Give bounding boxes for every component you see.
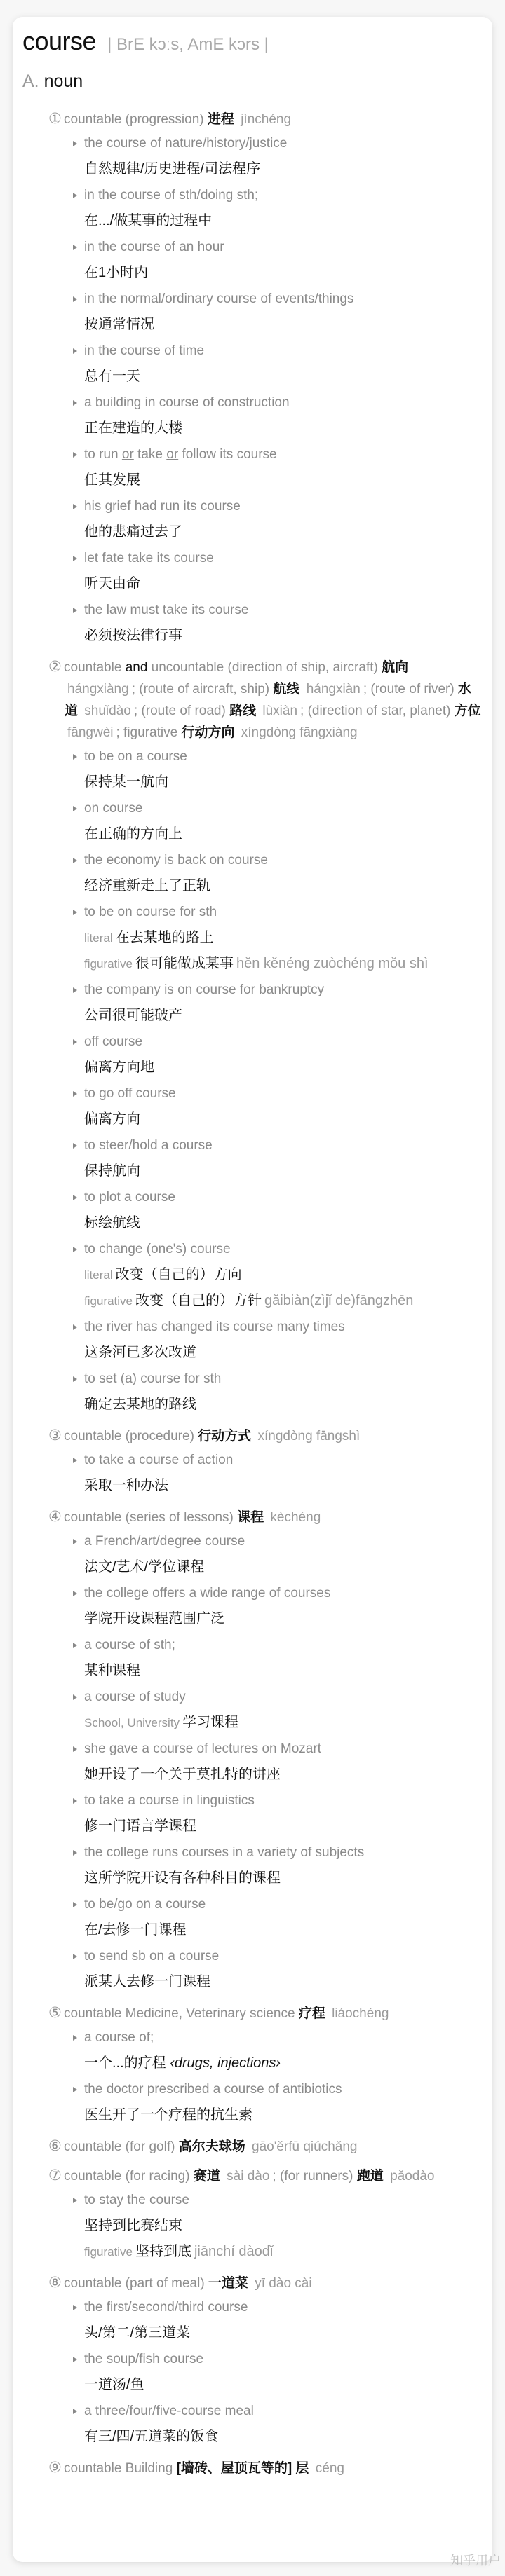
example-item — [22, 1839, 483, 1891]
translation-text: 听天由命 — [84, 576, 140, 591]
example-english: to steer/hold a course — [84, 1132, 483, 1158]
example-english: the course of nature/history/justice — [84, 130, 483, 156]
usage-label: figurative — [84, 957, 133, 971]
example-english: to send sb on a course — [84, 1943, 483, 1969]
definition-gloss: countable Medicine, Veterinary science — [64, 2006, 295, 2021]
usage-label: figurative — [84, 2245, 133, 2259]
translation-text: 一道汤/鱼 — [84, 2377, 144, 2392]
sense-number: ① — [48, 111, 62, 127]
pinyin: gǎibiàn(zìjǐ de)fāngzhēn — [264, 1293, 414, 1308]
translation-text: 她开设了一个关于莫扎特的讲座 — [84, 1767, 281, 1782]
example-english: the river has changed its course many times — [84, 1314, 483, 1340]
example-english: to take a course in linguistics — [84, 1788, 483, 1814]
pinyin: yī dào cài — [255, 2276, 312, 2291]
example-translation — [84, 1473, 483, 1499]
sense-list — [22, 108, 483, 2479]
example-item — [22, 286, 483, 338]
example-translation — [84, 2424, 483, 2450]
example-item — [22, 493, 483, 545]
translation-text: 改变（自己的）方向 — [115, 1267, 242, 1282]
translation-text: 改变（自己的）方针 — [135, 1293, 262, 1308]
sense-number: ⑤ — [48, 2005, 62, 2021]
sense-definition — [22, 108, 483, 130]
example-english: the first/second/third course — [84, 2294, 483, 2320]
collocation-note: ‹drugs, injections› — [170, 2055, 281, 2071]
sense-number: ② — [48, 659, 62, 675]
pinyin: hángxiàn — [306, 682, 361, 697]
example-english: to go off course — [84, 1081, 483, 1107]
sense-number: ④ — [48, 1509, 62, 1525]
example-english: in the course of time — [84, 338, 483, 364]
example-item — [22, 1736, 483, 1788]
example-item — [22, 1314, 483, 1366]
definition-gloss: ; (direction of star, planet) — [300, 704, 451, 718]
translation-text: 公司很可能破产 — [84, 1008, 182, 1023]
chinese-translation: 高尔夫球场 — [178, 2139, 245, 2154]
chinese-translation: [墙砖、屋顶瓦等的] 层 — [176, 2461, 309, 2476]
definition-gloss: countable (progression) — [64, 112, 204, 127]
example-english: a course of study — [84, 1684, 483, 1710]
example-english: the law must take its course — [84, 597, 483, 623]
pronunciation: | BrE kɔːs, AmE kɔrs | — [107, 35, 269, 54]
translation-text: 有三/四/五道菜的饭食 — [84, 2429, 219, 2444]
chinese-translation: 课程 — [237, 1510, 264, 1525]
pinyin: sài dào — [227, 2169, 270, 2184]
sense-definition — [22, 656, 483, 744]
translation-text: 派某人去修一门课程 — [84, 1974, 210, 1989]
translation-text: 某种课程 — [84, 1663, 140, 1678]
example-translation — [84, 1107, 483, 1132]
example-english-part: take — [133, 447, 167, 462]
pinyin: gāo'ěrfū qiúchǎng — [252, 2139, 358, 2154]
translation-text: 在.../做某事的过程中 — [84, 213, 213, 228]
pinyin: céng — [315, 2461, 344, 2476]
example-item — [22, 1580, 483, 1632]
translation-text: 确定去某地的路线 — [84, 1397, 196, 1412]
definition-gloss: ; (route of road) — [133, 704, 226, 718]
example-translation — [84, 312, 483, 338]
example-english-part: or — [121, 447, 134, 462]
example-item — [22, 847, 483, 899]
usage-label: figurative — [84, 1294, 133, 1308]
definition-gloss: ; (route of aircraft, ship) — [131, 682, 270, 697]
example-english: to set (a) course for sth — [84, 1366, 483, 1392]
example-translation — [84, 571, 483, 597]
example-translation — [84, 769, 483, 795]
definition-gloss: countable (for golf) — [64, 2139, 175, 2154]
example-english: in the course of sth/doing sth; — [84, 182, 483, 208]
translation-text: 经济重新走上了正轨 — [84, 878, 210, 893]
translation-text: 这所学院开设有各种科目的课程 — [84, 1870, 281, 1886]
chinese-translation: 航向 — [382, 660, 409, 675]
translation-text: 标绘航线 — [84, 1215, 140, 1231]
pinyin: lùxiàn — [262, 704, 298, 718]
pinyin: fāngwèi — [67, 725, 114, 740]
example-english: to be on a course — [84, 744, 483, 769]
example-translation — [84, 1814, 483, 1839]
example-item — [22, 2025, 483, 2076]
sense-definition — [22, 2457, 483, 2479]
example-translation — [84, 1554, 483, 1580]
usage-label: literal — [84, 1268, 113, 1282]
example-translation — [84, 2372, 483, 2398]
sense-7 — [22, 2165, 483, 2265]
example-translation — [84, 1340, 483, 1366]
example-item — [22, 130, 483, 182]
chinese-translation: 水道 — [65, 682, 471, 718]
part-of-speech — [22, 71, 483, 101]
translation-text: 正在建造的大楼 — [84, 420, 182, 436]
headword: course — [22, 27, 97, 55]
sense-number: ⑨ — [48, 2460, 62, 2476]
translation-text: 保持某一航向 — [84, 774, 168, 790]
pinyin: pǎodào — [390, 2169, 435, 2184]
example-item — [22, 1029, 483, 1081]
example-translation — [84, 1710, 483, 1736]
chinese-translation: 赛道 — [193, 2169, 220, 2184]
example-translation — [84, 156, 483, 182]
example-english-part: or — [166, 447, 179, 462]
example-english: to be on course for sth — [84, 899, 483, 925]
chinese-translation: 进程 — [207, 112, 234, 127]
example-item — [22, 899, 483, 977]
example-item — [22, 234, 483, 286]
example-english: on course — [84, 795, 483, 821]
example-item — [22, 1528, 483, 1580]
example-item — [22, 2187, 483, 2265]
example-translation — [84, 1262, 483, 1288]
translation-text: 在正确的方向上 — [84, 826, 182, 842]
example-item — [22, 795, 483, 847]
translation-text: 在1小时内 — [84, 265, 149, 280]
example-translation — [84, 260, 483, 286]
sense-2 — [22, 656, 483, 1418]
example-english: to change (one's) course — [84, 1236, 483, 1262]
example-translation — [84, 2213, 483, 2239]
example-item — [22, 1366, 483, 1418]
sense-definition — [22, 2002, 483, 2025]
example-english: to take a course of action — [84, 1447, 483, 1473]
sense-definition — [22, 1506, 483, 1528]
sense-3 — [22, 1425, 483, 1499]
example-item — [22, 1132, 483, 1184]
example-translation — [84, 2102, 483, 2128]
translation-text: 学习课程 — [182, 1715, 239, 1730]
example-item — [22, 597, 483, 649]
example-english: the company is on course for bankruptcy — [84, 977, 483, 1003]
sense-number: ⑥ — [48, 2138, 62, 2154]
translation-text: 按通常情况 — [84, 317, 154, 332]
sense-number: ⑦ — [48, 2167, 62, 2184]
example-translation — [84, 1917, 483, 1943]
sense-definition — [22, 2272, 483, 2294]
example-english: the college runs courses in a variety of subjects — [84, 1839, 483, 1865]
example-translation — [84, 467, 483, 493]
sense-number: ⑧ — [48, 2275, 62, 2291]
example-item — [22, 182, 483, 234]
definition-gloss: ; (route of river) — [363, 682, 454, 697]
example-translation — [84, 416, 483, 441]
translation-text: 很可能做成某事 — [135, 956, 234, 971]
example-item — [22, 390, 483, 441]
example-english: off course — [84, 1029, 483, 1055]
chinese-translation: 疗程 — [298, 2006, 325, 2021]
example-english: in the course of an hour — [84, 234, 483, 260]
example-english: the economy is back on course — [84, 847, 483, 873]
pinyin: xíngdòng fāngxiàng — [241, 725, 358, 740]
translation-text: 在去某地的路上 — [115, 930, 214, 945]
example-english: his grief had run its course — [84, 493, 483, 519]
example-english: a three/four/five-course meal — [84, 2398, 483, 2424]
example-translation — [84, 2239, 483, 2265]
sense-1 — [22, 108, 483, 649]
definition-gloss: uncountable (direction of ship, aircraft) — [151, 660, 378, 675]
chinese-translation: 跑道 — [356, 2169, 384, 2184]
sense-5 — [22, 2002, 483, 2128]
example-english: the soup/fish course — [84, 2346, 483, 2372]
usage-label: literal — [84, 931, 113, 945]
example-translation — [84, 1969, 483, 1995]
definition-gloss: ; figurative — [116, 725, 178, 740]
definition-gloss: countable (for racing) — [64, 2169, 190, 2184]
translation-text: 这条河已多次改道 — [84, 1345, 196, 1360]
chinese-translation: 行动方向 — [181, 725, 235, 740]
translation-text: 自然规律/历史进程/司法程序 — [84, 161, 261, 177]
translation-text: 任其发展 — [84, 472, 140, 488]
example-item — [22, 2346, 483, 2398]
example-translation — [84, 1658, 483, 1684]
example-english: a course of sth; — [84, 1632, 483, 1658]
translation-text: 学院开设课程范围广泛 — [84, 1611, 224, 1626]
pinyin: jiānchí dàodǐ — [194, 2244, 274, 2259]
chinese-translation: 路线 — [229, 704, 257, 718]
example-item — [22, 1632, 483, 1684]
example-translation — [84, 951, 483, 977]
example-item — [22, 1447, 483, 1499]
example-item — [22, 2294, 483, 2346]
chinese-translation: 航线 — [273, 682, 300, 697]
example-item — [22, 338, 483, 390]
sense-8 — [22, 2272, 483, 2450]
sense-9 — [22, 2457, 483, 2479]
pinyin: xíngdòng fāngshì — [257, 1429, 361, 1444]
example-english: she gave a course of lectures on Mozart — [84, 1736, 483, 1762]
example-english: to be/go on a course — [84, 1891, 483, 1917]
example-translation — [84, 208, 483, 234]
translation-text: 总有一天 — [84, 369, 140, 384]
pinyin: hěn kěnéng zuòchéng mǒu shì — [236, 956, 429, 971]
translation-text: 偏离方向地 — [84, 1060, 154, 1075]
example-translation — [84, 519, 483, 545]
example-translation — [84, 1210, 483, 1236]
translation-text: 采取一种办法 — [84, 1478, 168, 1493]
example-translation — [84, 1003, 483, 1029]
example-translation — [84, 1865, 483, 1891]
example-translation — [84, 1055, 483, 1081]
example-english: a course of; — [84, 2025, 483, 2050]
example-english: the doctor prescribed a course of antibiotics — [84, 2076, 483, 2102]
example-item — [22, 1184, 483, 1236]
translation-text: 头/第二/第三道菜 — [84, 2325, 191, 2341]
translation-text: 保持航向 — [84, 1163, 140, 1179]
definition-gloss: countable (part of meal) — [64, 2276, 205, 2291]
pinyin: kèchéng — [270, 1510, 321, 1525]
example-english: let fate take its course — [84, 545, 483, 571]
example-item — [22, 545, 483, 597]
sense-definition — [22, 2165, 483, 2187]
translation-text: 必须按法律行事 — [84, 628, 182, 643]
definition-gloss: ; (for runners) — [272, 2169, 354, 2184]
definition-gloss: countable (series of lessons) — [64, 1510, 234, 1525]
translation-text: 偏离方向 — [84, 1111, 140, 1127]
definition-gloss: countable (procedure) — [64, 1429, 194, 1444]
translation-text: 坚持到比赛结束 — [84, 2218, 182, 2233]
example-item — [22, 1788, 483, 1839]
example-item — [22, 2076, 483, 2128]
watermark: 知乎用户 — [450, 2554, 501, 2568]
example-item — [22, 744, 483, 795]
example-translation — [84, 873, 483, 899]
pinyin: liáochéng — [332, 2006, 389, 2021]
definition-gloss: countable — [64, 660, 122, 675]
example-english: a French/art/degree course — [84, 1528, 483, 1554]
example-item — [22, 441, 483, 493]
example-english-part: to run — [84, 447, 122, 462]
sense-number: ③ — [48, 1427, 62, 1444]
example-translation — [84, 2320, 483, 2346]
example-english — [84, 441, 483, 467]
sense-definition — [22, 2135, 483, 2158]
chinese-translation: 方位 — [454, 704, 481, 718]
usage-label: School, University — [84, 1716, 180, 1729]
example-translation — [84, 1606, 483, 1632]
example-item — [22, 1943, 483, 1995]
example-item — [22, 977, 483, 1029]
example-translation — [84, 2050, 483, 2076]
pos-letter: A. — [22, 71, 39, 91]
example-english: to plot a course — [84, 1184, 483, 1210]
example-english: a building in course of construction — [84, 390, 483, 416]
example-english: to stay the course — [84, 2187, 483, 2213]
chinese-translation: 一道菜 — [208, 2276, 248, 2291]
translation-text: 一个...的疗程 — [84, 2055, 166, 2071]
example-item — [22, 1891, 483, 1943]
sense-definition — [22, 1425, 483, 1447]
example-english: the college offers a wide range of courses — [84, 1580, 483, 1606]
chinese-translation: 行动方式 — [198, 1429, 252, 1444]
example-english: in the normal/ordinary course of events/things — [84, 286, 483, 312]
example-translation — [84, 821, 483, 847]
dictionary-entry-card — [13, 17, 492, 2562]
example-translation — [84, 925, 483, 951]
example-translation — [84, 1158, 483, 1184]
pinyin: shuǐdào — [84, 704, 131, 718]
example-english-part: follow its course — [178, 447, 277, 462]
example-translation — [84, 364, 483, 390]
translation-text: 法文/艺术/学位课程 — [84, 1559, 205, 1575]
translation-text: 医生开了一个疗程的抗生素 — [84, 2107, 252, 2123]
example-translation — [84, 623, 483, 649]
definition-gloss: countable Building — [64, 2461, 173, 2476]
sense-4 — [22, 1506, 483, 1995]
pinyin: hángxiàng — [67, 682, 129, 697]
translation-text: 在/去修一门课程 — [84, 1922, 187, 1938]
example-translation — [84, 1288, 483, 1314]
pinyin: jìnchéng — [241, 112, 292, 127]
translation-text: 坚持到底 — [135, 2244, 191, 2259]
example-translation — [84, 1762, 483, 1788]
translation-text: 他的悲痛过去了 — [84, 524, 182, 540]
definition-connector: and — [125, 660, 152, 675]
example-item — [22, 1081, 483, 1132]
example-item — [22, 1236, 483, 1314]
example-translation — [84, 1392, 483, 1418]
translation-text: 修一门语言学课程 — [84, 1818, 196, 1834]
entry-header — [22, 27, 483, 66]
example-item — [22, 1684, 483, 1736]
sense-6 — [22, 2135, 483, 2158]
pos-name: noun — [43, 71, 83, 91]
example-item — [22, 2398, 483, 2450]
